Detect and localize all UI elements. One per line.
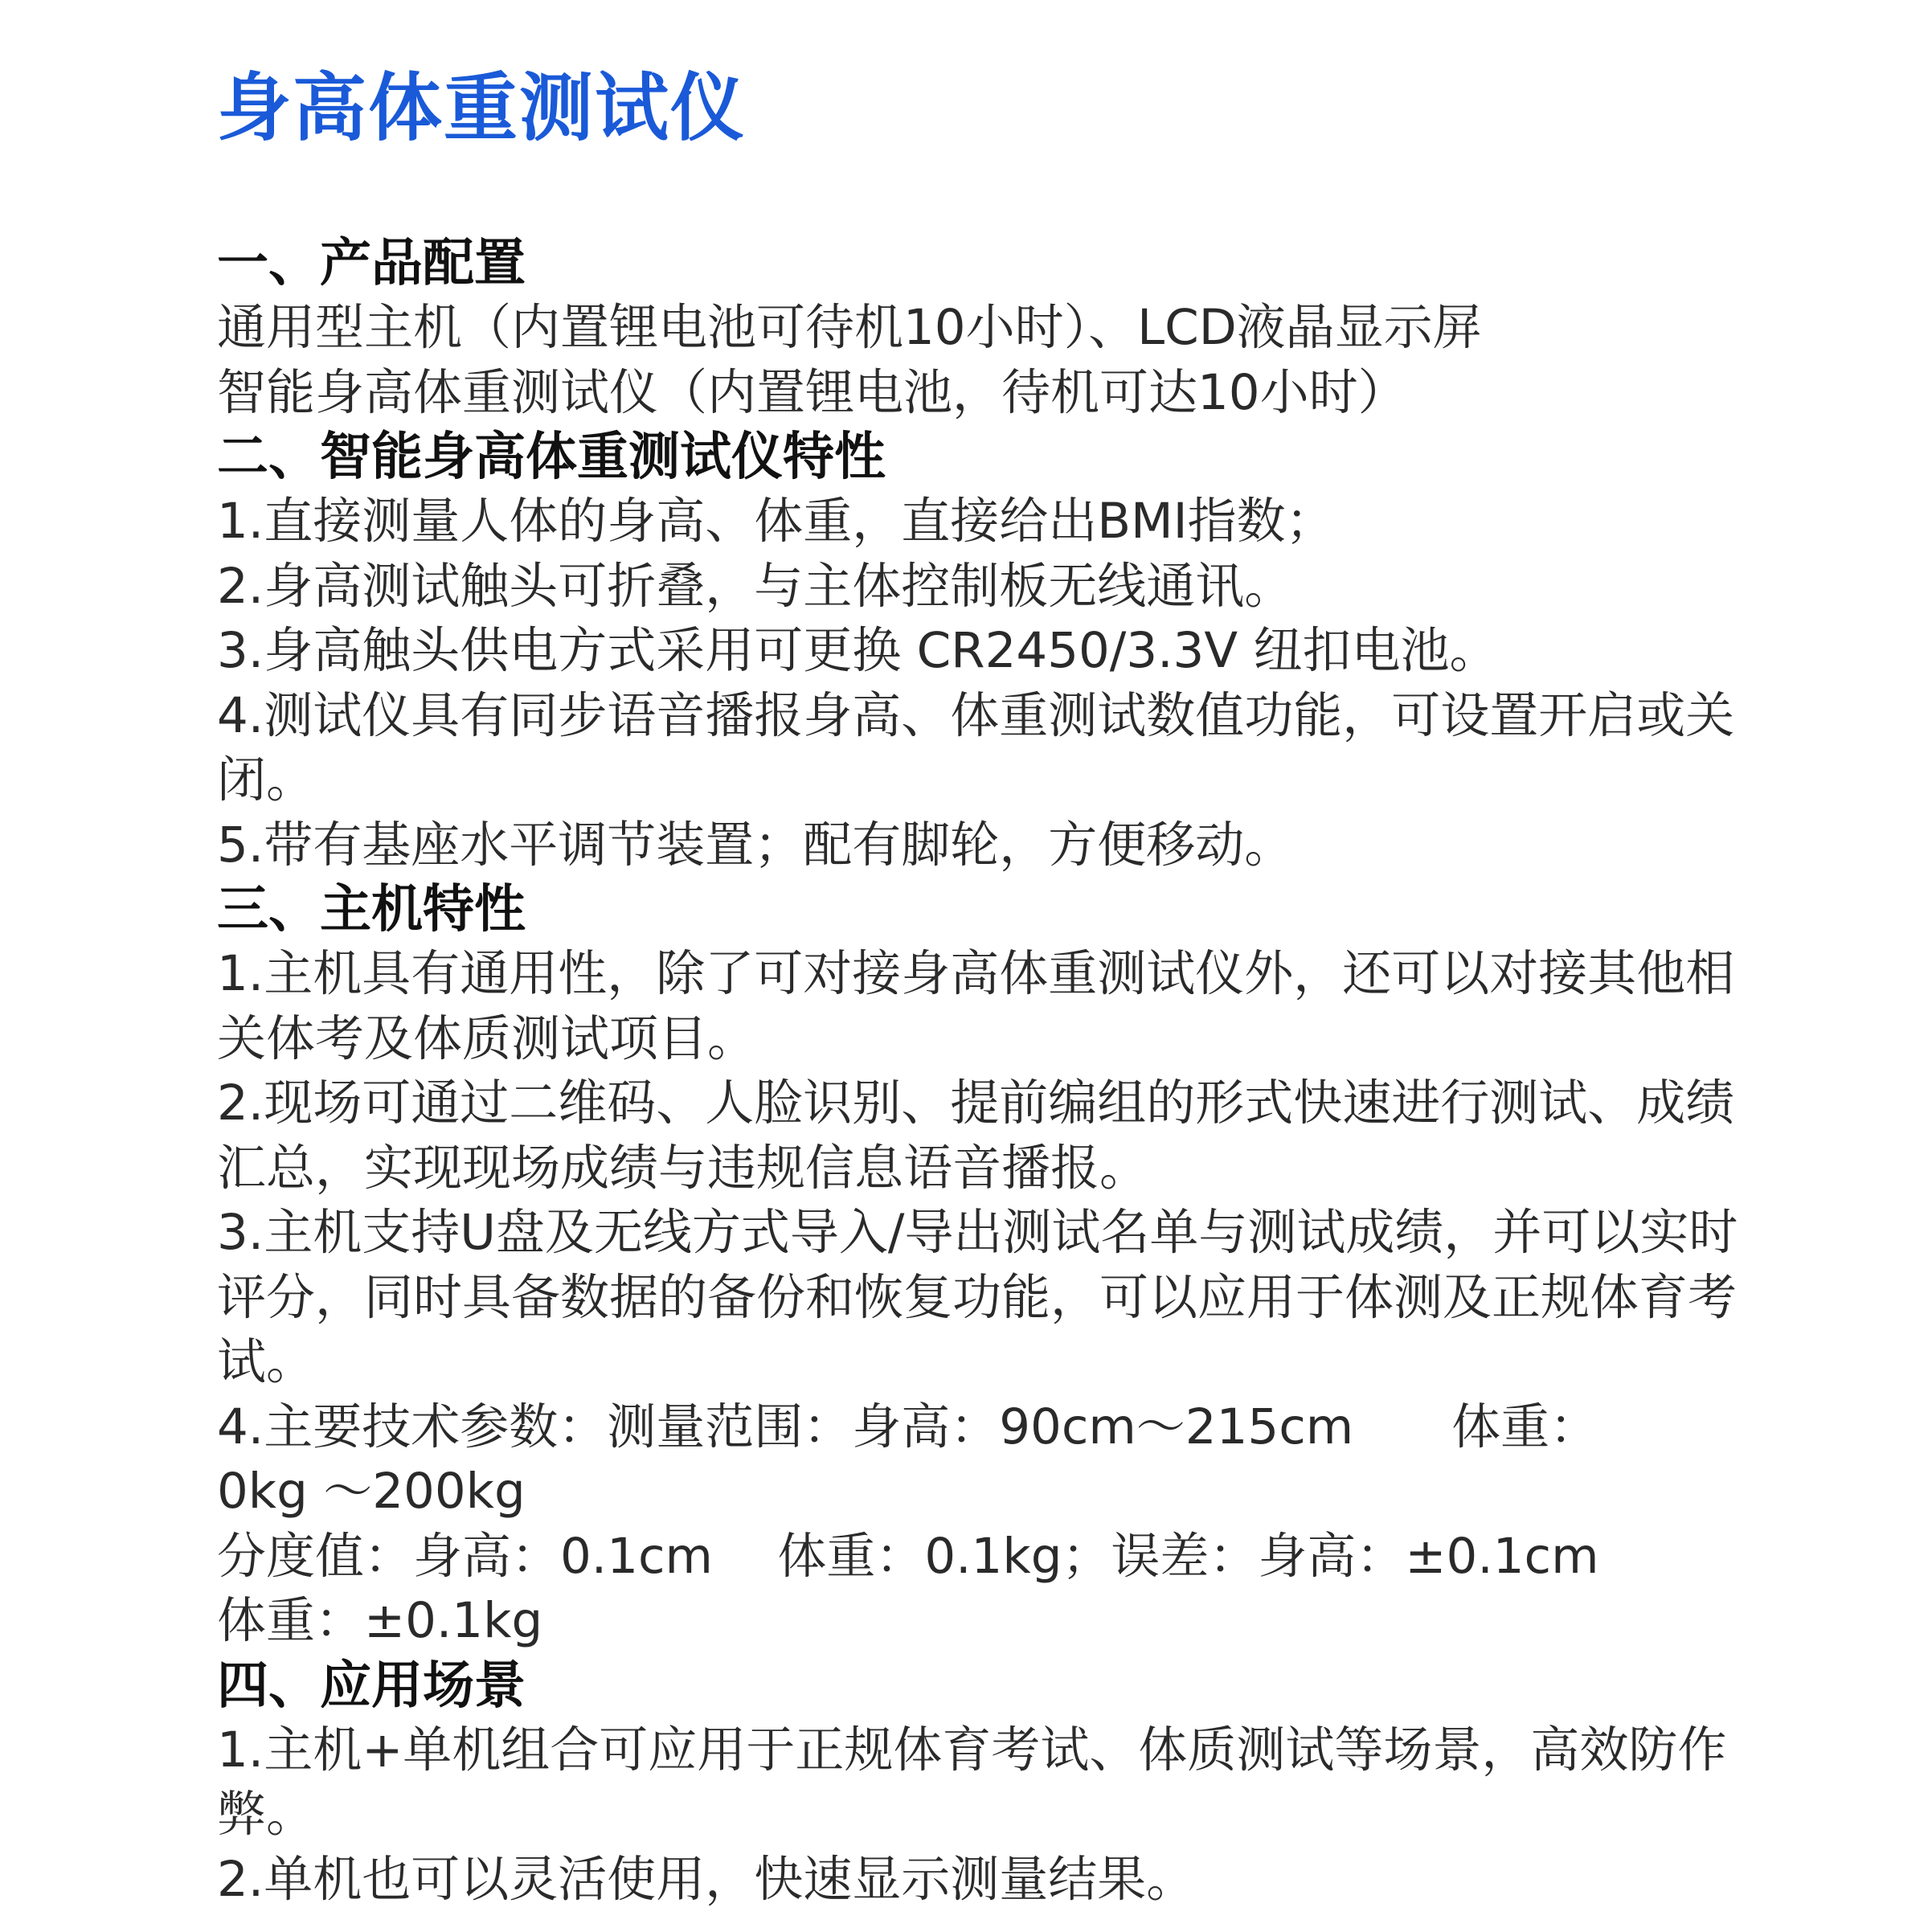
paragraph: 通用型主机（内置锂电池可待机10小时）、LCD液晶显示屏 [217,299,1482,356]
spec-line: 4.主要技术参数：测量范围：身高：90cm～215cm 体重： [217,1398,1599,1455]
paragraph: 1.直接测量人体的身高、体重，直接给出BMI指数； [217,493,1335,550]
paragraph: 5.带有基座水平调节装置；配有脚轮，方便移动。 [217,816,1294,874]
section-heading: 一、产品配置 [217,234,526,293]
section-heading: 四、应用场景 [217,1656,526,1716]
spec-line: 分度值：身高：0.1cm 体重：0.1kg；误差：身高：±0.1cm [217,1527,1599,1585]
section-product-config [217,231,1744,425]
paragraph: 智能身高体重测试仪（内置锂电池，待机可达10小时） [217,363,1407,421]
section-use-cases [217,1654,1744,1913]
paragraph: 4.测试仪具有同步语音播报身高、体重测试数值功能，可设置开启或关闭。 [217,686,1735,808]
paragraph: 2.现场可通过二维码、人脸识别、提前编组的形式快速进行测试、成绩汇总，实现现场成绩与违规信息语音播报。 [217,1074,1735,1197]
paragraph: 2.单机也可以灵活使用，快速显示测量结果。 [217,1850,1196,1908]
section-host-features [217,878,1744,1654]
paragraph: 3.主机支持U盘及无线方式导入/导出测试名单与测试成绩，并可以实时评分，同时具备数据的备份和恢复功能，可以应用于体测及正规体育考试。 [217,1204,1738,1390]
paragraph: 2.身高测试触头可折叠，与主体控制板无线通讯。 [217,557,1294,615]
paragraph: 3.身高触头供电方式采用可更换 CR2450/3.3V 纽扣电池。 [217,622,1499,679]
section-heading: 二、智能身高体重测试仪特性 [217,428,886,487]
page-title: 身高体重测试仪 [217,65,747,151]
paragraph: 1.主机+单机组合可应用于正规体育考试、体质测试等场景，高效防作弊。 [217,1721,1727,1843]
paragraph: 1.主机具有通用性，除了可对接身高体重测试仪外，还可以对接其他相关体考及体质测试项目。 [217,945,1735,1067]
section-heading: 三、主机特性 [217,880,526,939]
spec-line: 0kg ～200kg [217,1463,526,1520]
document-page [217,56,1744,1912]
spec-line: 体重：±0.1kg [217,1592,543,1649]
section-device-features [217,425,1744,878]
